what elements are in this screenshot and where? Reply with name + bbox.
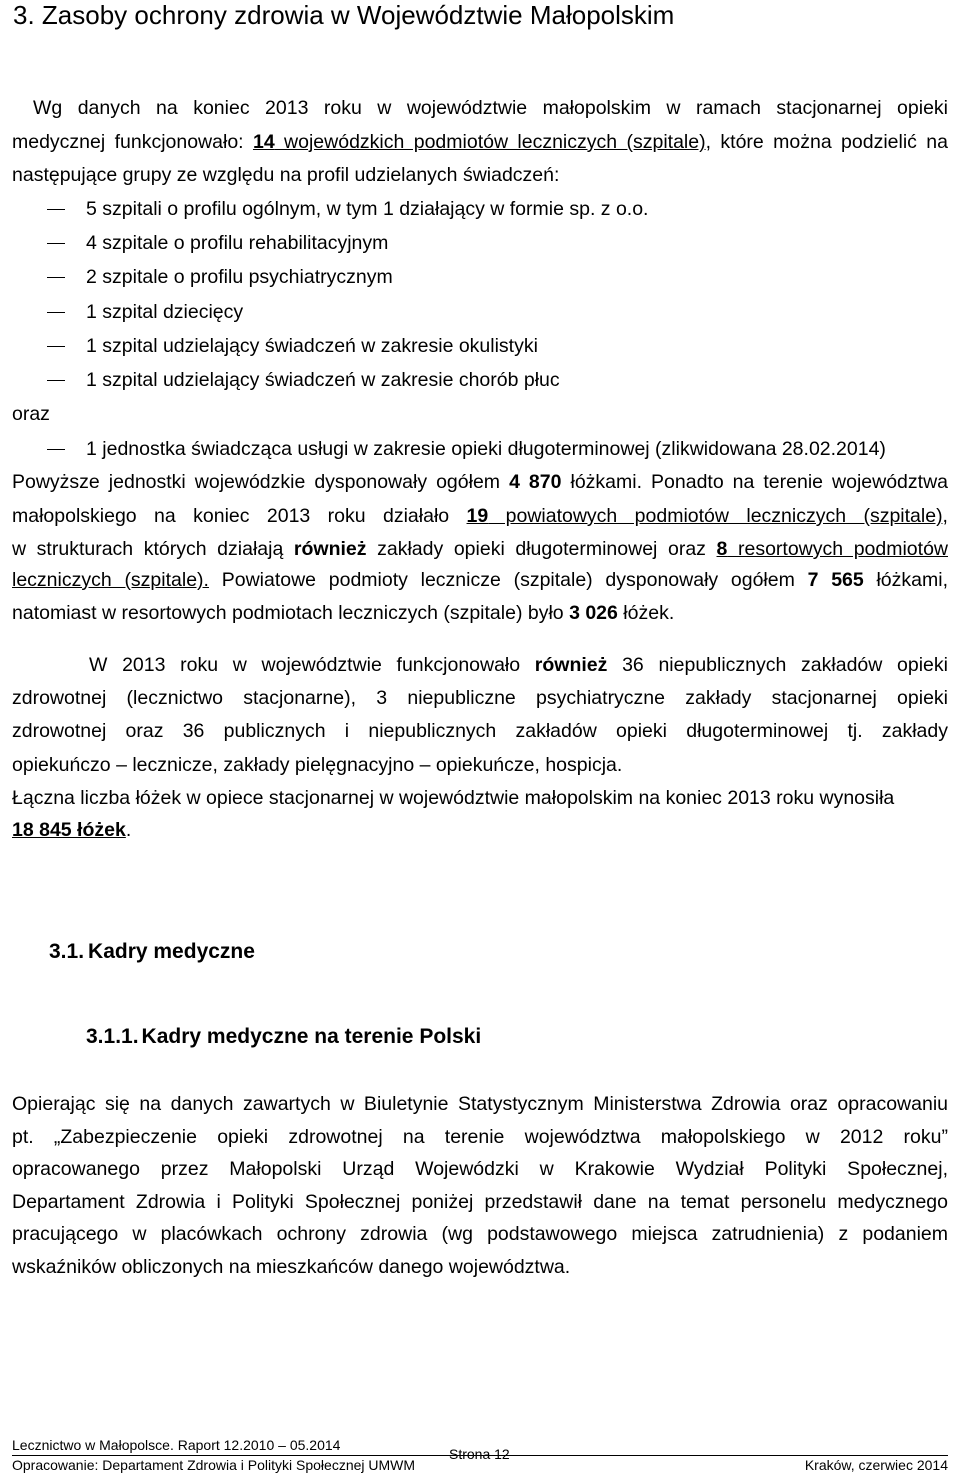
paragraph-line: Łączna liczba łóżek w opiece stacjonarnej w województwie małopolskim na koniec 2013 roku wynosiła <box>12 787 895 809</box>
paragraph-line: pt. „Zabezpieczenie opieki zdrowotnej na terenie województwa małopolskiego w 2012 roku” <box>12 1126 948 1148</box>
subheading-kadry-medyczne: 3.1. Kadry medyczne <box>49 940 255 963</box>
dash-bullet <box>47 243 65 244</box>
dash-bullet <box>47 277 65 278</box>
paragraph-line: Departament Zdrowia i Polityki Społecznej poniżej przedstawił dane na temat personelu medycznego <box>12 1191 948 1213</box>
list-item: 4 szpitale o profilu rehabilitacyjnym <box>86 232 389 254</box>
list-item: 1 szpital dziecięcy <box>86 301 244 323</box>
paragraph-line: leczniczych (szpitale). Powiatowe podmioty lecznicze (szpitale) dysponowały ogółem 7 565 łóżkami, <box>12 569 948 591</box>
paragraph-line: zdrowotnej (lecznictwo stacjonarne), 3 niepubliczne psychiatryczne zakłady stacjonarnej opieki <box>12 687 948 709</box>
paragraph-line: Wg danych na koniec 2013 roku w województwie małopolskim w ramach stacjonarnej opieki <box>33 97 948 119</box>
paragraph-line: medycznej funkcjonowało: 14 wojewódzkich podmiotów leczniczych (szpitale), które można podzielić na <box>12 131 948 153</box>
paragraph-line: w strukturach których działają również zakłady opieki długoterminowej oraz 8 resortowych podmiotów <box>12 538 948 560</box>
footer-page-number: Strona 12 <box>449 1446 510 1462</box>
dash-bullet <box>47 312 65 313</box>
list-item: 1 szpital udzielający świadczeń w zakresie chorób płuc <box>86 369 560 391</box>
paragraph-line: małopolskiego na koniec 2013 roku działało 19 powiatowych podmiotów leczniczych (szpitale), <box>12 505 948 527</box>
footer-report-title: Lecznictwo w Małopolsce. Raport 12.2010 – 05.2014 <box>12 1437 341 1453</box>
footer-date: Kraków, czerwiec 2014 <box>804 1457 948 1473</box>
dash-bullet <box>47 209 65 210</box>
paragraph-line: natomiast w resortowych podmiotach leczniczych (szpitale) było 3 026 łóżek. <box>12 602 675 624</box>
paragraph-line: opiekuńczo – lecznicze, zakłady pielęgnacyjno – opiekuńcze, hospicja. <box>12 754 623 776</box>
paragraph-line: zdrowotnej oraz 36 publicznych i niepublicznych zakładów opieki długoterminowej tj. zakłady <box>12 720 948 742</box>
footer-author: Opracowanie: Departament Zdrowia i Polityki Społecznej UMWM <box>12 1457 416 1473</box>
list-item: 1 szpital udzielający świadczeń w zakresie okulistyki <box>86 335 538 357</box>
paragraph-line: 18 845 łóżek. <box>12 819 132 841</box>
list-item: 1 jednostka świadcząca usługi w zakresie opieki długoterminowej (zlikwidowana 28.02.2014) <box>86 438 886 460</box>
subheading-kadry-polski: 3.1.1. Kadry medyczne na terenie Polski <box>86 1025 482 1048</box>
dash-bullet <box>47 346 65 347</box>
paragraph-line: Powyższe jednostki wojewódzkie dysponowały ogółem 4 870 łóżkami. Ponadto na terenie województwa <box>12 471 948 493</box>
paragraph-line: następujące grupy ze względu na profil udzielanych świadczeń: <box>12 164 560 186</box>
list-item: 5 szpitali o profilu ogólnym, w tym 1 działający w formie sp. z o.o. <box>86 198 649 220</box>
paragraph-line: opracowanego przez Małopolski Urząd Wojewódzki w Krakowie Wydział Polityki Społecznej, <box>12 1158 948 1180</box>
dash-bullet <box>47 380 65 381</box>
section-heading: 3. Zasoby ochrony zdrowia w Województwie Małopolskim <box>13 0 675 30</box>
paragraph-line: pracującego w placówkach ochrony zdrowia (wg podstawowego miejsca zatrudnienia) z podaniem <box>12 1223 948 1245</box>
paragraph-line: W 2013 roku w województwie funkcjonowało również 36 niepublicznych zakładów opieki <box>89 654 948 676</box>
dash-bullet <box>47 449 65 450</box>
paragraph-line: Opierając się na danych zawartych w Biuletynie Statystycznym Ministerstwa Zdrowia oraz opracowaniu <box>12 1093 948 1115</box>
list-item: 2 szpitale o profilu psychiatrycznym <box>86 266 393 288</box>
oraz-label: oraz <box>12 403 50 425</box>
paragraph-line: wskaźników obliczonych na mieszkańców danego województwa. <box>12 1256 571 1278</box>
